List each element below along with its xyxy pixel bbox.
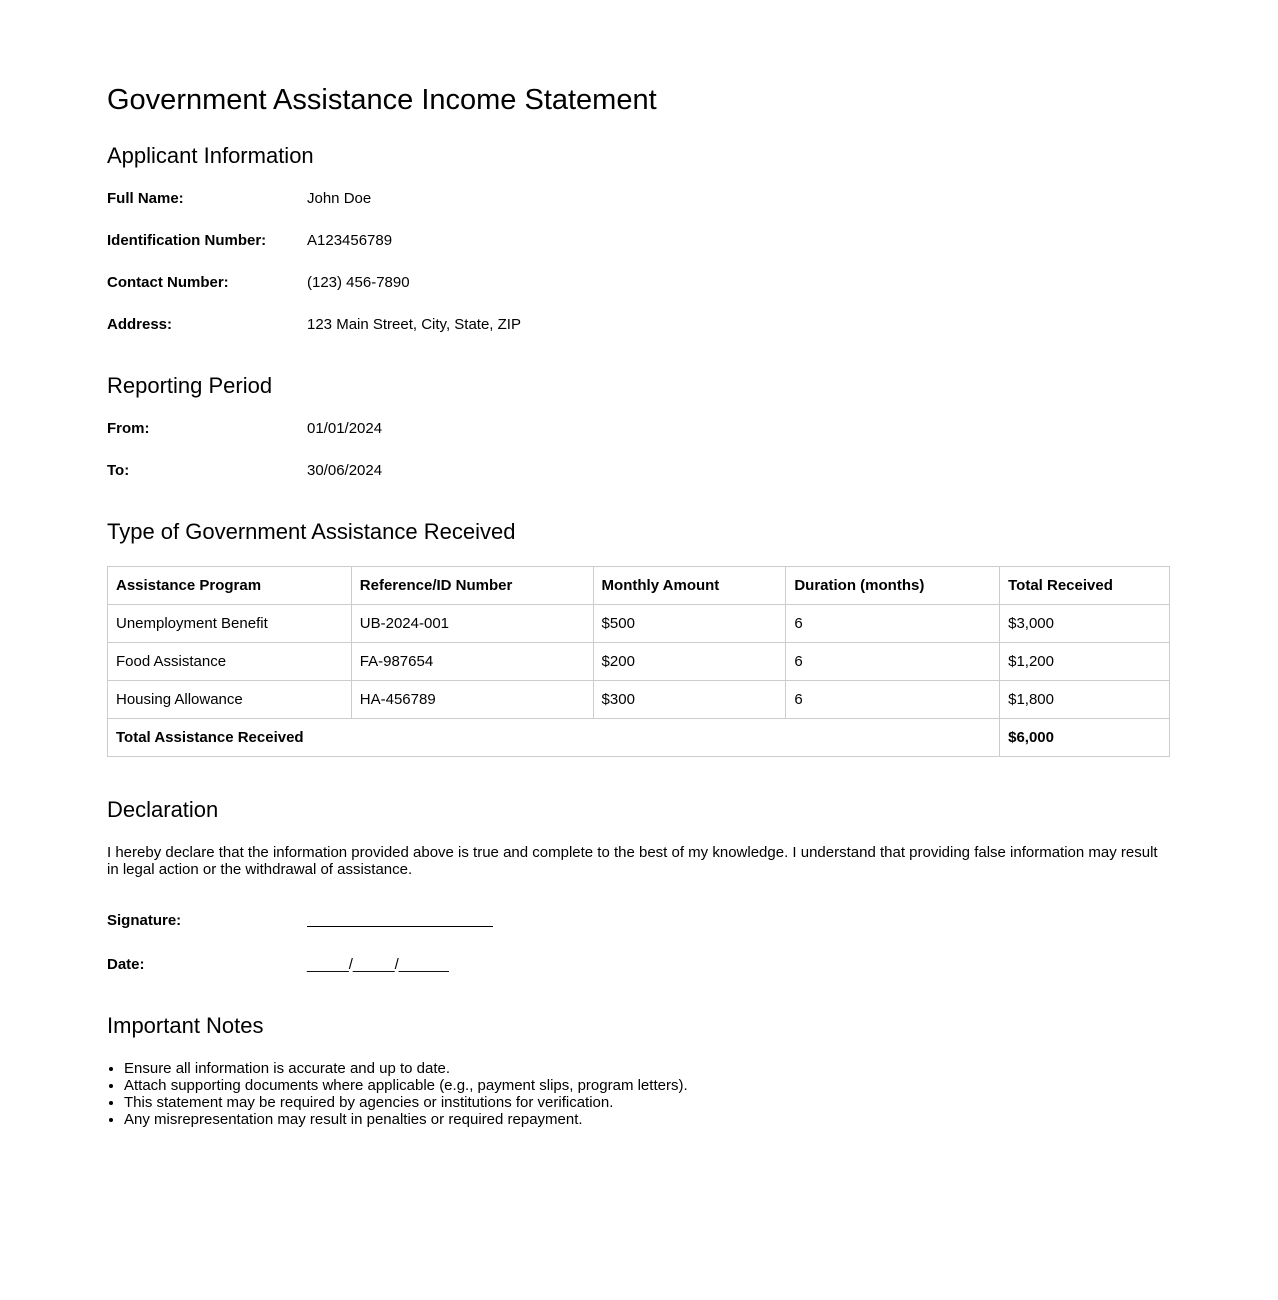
field-row-identification-number bbox=[107, 232, 1170, 249]
assistance-table bbox=[107, 566, 1170, 757]
total-assistance-value: $6,000 bbox=[1000, 719, 1170, 757]
table-header-total-received: Total Received bbox=[1000, 567, 1170, 605]
table-cell-duration: 6 bbox=[786, 605, 1000, 643]
full-name-label: Full Name: bbox=[107, 190, 184, 207]
table-header-monthly-amount: Monthly Amount bbox=[593, 567, 786, 605]
table-cell-reference: HA-456789 bbox=[351, 681, 593, 719]
note-item: • Any misrepresentation may result in penalties or required repayment. bbox=[124, 1111, 1170, 1128]
field-row-period-to bbox=[107, 462, 1170, 479]
table-cell-reference: FA-987654 bbox=[351, 643, 593, 681]
table-cell-total: $1,200 bbox=[1000, 643, 1170, 681]
identification-number-value: A123456789 bbox=[307, 232, 393, 249]
field-row-address bbox=[107, 316, 1170, 333]
date-blank-line: _____/_____/______ bbox=[307, 956, 449, 973]
table-header-assistance-program: Assistance Program bbox=[108, 567, 352, 605]
contact-number-label: Contact Number: bbox=[107, 274, 229, 291]
table-cell-program: Housing Allowance bbox=[108, 681, 352, 719]
table-cell-program: Food Assistance bbox=[108, 643, 352, 681]
table-cell-reference: UB-2024-001 bbox=[351, 605, 593, 643]
address-value: 123 Main Street, City, State, ZIP bbox=[307, 316, 521, 333]
table-total-row bbox=[108, 719, 1170, 757]
field-row-period-from bbox=[107, 420, 1170, 437]
signature-field bbox=[307, 912, 1170, 931]
field-row-date bbox=[107, 956, 1170, 973]
field-row-full-name bbox=[107, 190, 1170, 207]
contact-number-value: (123) 456-7890 bbox=[307, 274, 410, 291]
table-row bbox=[108, 681, 1170, 719]
table-cell-duration: 6 bbox=[786, 681, 1000, 719]
section-heading-important-notes: Important Notes bbox=[107, 1013, 264, 1038]
address-label: Address: bbox=[107, 316, 173, 333]
note-item: • Attach supporting documents where applicable (e.g., payment slips, program letters). bbox=[124, 1077, 1170, 1094]
declaration-text: I hereby declare that the information provided above is true and complete to the best of my knowledge. I understand that providing false information may result in legal action or the withdrawal of assistance. bbox=[107, 844, 1158, 878]
table-cell-duration: 6 bbox=[786, 643, 1000, 681]
table-cell-monthly-amount: $200 bbox=[593, 643, 786, 681]
table-cell-program: Unemployment Benefit bbox=[108, 605, 352, 643]
section-heading-applicant-information: Applicant Information bbox=[107, 143, 314, 168]
section-heading-assistance-received: Type of Government Assistance Received bbox=[107, 519, 516, 544]
table-row bbox=[108, 643, 1170, 681]
period-from-label: From: bbox=[107, 420, 150, 437]
identification-number-label: Identification Number: bbox=[107, 232, 267, 249]
table-header-row bbox=[108, 567, 1170, 605]
date-label: Date: bbox=[107, 956, 145, 973]
table-cell-total: $1,800 bbox=[1000, 681, 1170, 719]
table-cell-monthly-amount: $500 bbox=[593, 605, 786, 643]
section-heading-declaration: Declaration bbox=[107, 797, 219, 822]
field-row-signature bbox=[107, 912, 1170, 931]
table-cell-monthly-amount: $300 bbox=[593, 681, 786, 719]
note-item: • Ensure all information is accurate and up to date. bbox=[124, 1060, 1170, 1077]
table-header-reference-id: Reference/ID Number bbox=[351, 567, 593, 605]
note-item: • This statement may be required by agencies or institutions for verification. bbox=[124, 1094, 1170, 1111]
field-row-contact-number bbox=[107, 274, 1170, 291]
signature-line bbox=[307, 912, 493, 927]
total-assistance-label: Total Assistance Received bbox=[108, 719, 1000, 757]
table-header-duration: Duration (months) bbox=[786, 567, 1000, 605]
page-title: Government Assistance Income Statement bbox=[107, 84, 657, 116]
section-heading-reporting-period: Reporting Period bbox=[107, 373, 273, 398]
period-to-value: 30/06/2024 bbox=[307, 462, 383, 479]
notes-list bbox=[107, 1060, 1170, 1128]
document-page bbox=[107, 0, 1170, 1168]
period-to-label: To: bbox=[107, 462, 130, 479]
full-name-value: John Doe bbox=[307, 190, 372, 207]
table-row bbox=[108, 605, 1170, 643]
signature-label: Signature: bbox=[107, 912, 182, 929]
period-from-value: 01/01/2024 bbox=[307, 420, 383, 437]
table-cell-total: $3,000 bbox=[1000, 605, 1170, 643]
